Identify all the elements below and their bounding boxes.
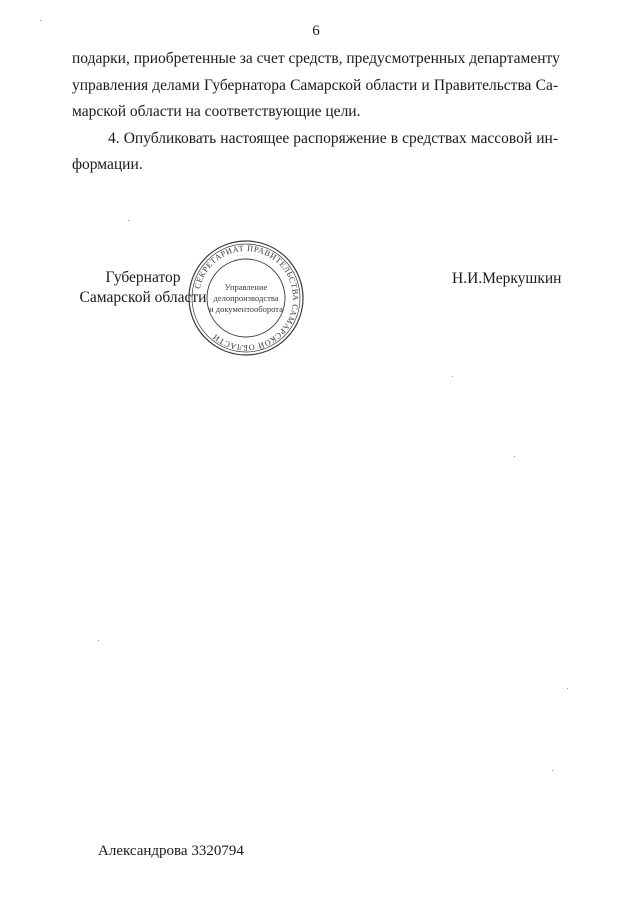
footer-author: Александрова 3320794	[98, 843, 244, 859]
paragraph-gifts	[72, 46, 558, 126]
page-number: 6	[312, 23, 320, 39]
signatory-name: Н.И.Меркушкин	[452, 270, 562, 287]
scan-speck	[40, 20, 41, 21]
scan-speck	[567, 688, 568, 689]
paragraph-line: формации.	[72, 156, 143, 173]
paragraph-line: подарки, приобретенные за счет средств, предусмотренных департаменту	[72, 50, 560, 67]
scan-speck	[128, 220, 129, 221]
body-text	[72, 46, 558, 179]
signatory-title	[78, 268, 208, 308]
stamp-center-line: делопроизводства	[213, 293, 279, 303]
paragraph-publish	[72, 126, 558, 179]
paragraph-line: марской области на соответствующие цели.	[72, 103, 361, 120]
paragraph-line: управления делами Губернатора Самарской области и Правительства Са-	[72, 76, 558, 94]
scan-speck	[514, 456, 515, 457]
signatory-title-line: Самарской области	[79, 289, 207, 306]
stamp-center-line: Управление	[224, 282, 268, 292]
scan-speck	[98, 640, 99, 641]
stamp-center-line: и документооборота	[209, 304, 283, 314]
stamp-ring-text: СЕКРЕТАРИАТ ПРАВИТЕЛЬСТВА САМАРСКОЙ ОБЛАСТИ	[192, 243, 301, 353]
scan-speck	[552, 770, 553, 771]
scan-speck	[452, 376, 453, 377]
signatory-title-line: Губернатор	[105, 269, 181, 286]
paragraph-line: 4. Опубликовать настоящее распоряжение в средствах массовой ин-	[108, 129, 558, 147]
